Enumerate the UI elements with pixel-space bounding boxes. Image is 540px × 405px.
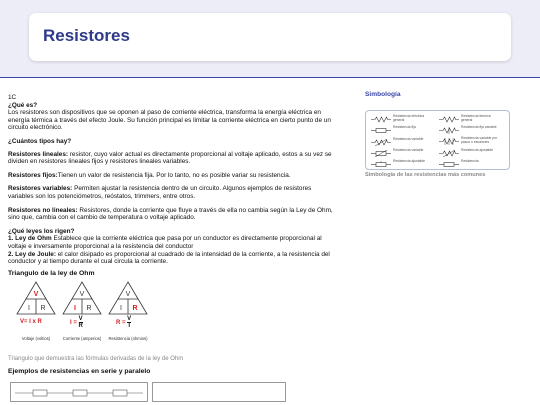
- svg-text:I: I: [120, 305, 122, 313]
- triangle-r: [108, 281, 148, 315]
- main-content: [0, 78, 540, 405]
- symbol-table: [365, 110, 510, 170]
- resistor-box-icon: [439, 161, 459, 168]
- symbol-row: Resistencia variable: [371, 138, 436, 147]
- stepped-resistor-icon: [439, 138, 459, 145]
- thermal-resistor-icon: [439, 116, 459, 123]
- question-types: ¿Cuántos tipos hay?: [8, 137, 72, 145]
- para-lineales: Resistores lineales: resistor, cuyo valor actual es directamente proporcional al voltaje aplicado, estos a su vez se dividen en resistores lineales fijos y resistores lineales variables.: [8, 150, 332, 166]
- question-laws: ¿Qué leyes los rigen?: [8, 227, 75, 235]
- series-circuit-icon: [11, 383, 147, 401]
- triangle-caption: Triangulo que demuestra las fórmulas derivadas de la ley de Ohm: [8, 356, 184, 363]
- section-code: 1C: [8, 94, 17, 101]
- triangle-heading: Triangulo de la ley de Ohm: [8, 269, 95, 277]
- caption-resistencia: Resistencia (ohmios): [108, 336, 148, 342]
- article: [8, 94, 335, 398]
- tri-v-left: I: [28, 305, 30, 313]
- symbol-caption: Simbología de las resistencias más comunes: [365, 172, 486, 178]
- tri-v-right: R: [40, 305, 46, 313]
- header-card: [29, 13, 511, 61]
- fixed-resistor-icon: [371, 127, 391, 134]
- law-joule: 2. Ley de Joule: el calor disipado es proporcional al cuadrado de la intensidad de la corriente, a la resistencia del conductor y al tiempo durante el cual circula la corriente.: [8, 250, 330, 266]
- symbol-row: Resistencia ajustable: [439, 149, 504, 158]
- symbol-row: Resistencia eléctrica general: [371, 115, 436, 124]
- series-examples: [8, 378, 335, 398]
- caption-corriente: Corriente (amperios): [62, 336, 102, 342]
- symbol-row: Resistencia fija variable: [439, 126, 504, 135]
- symbol-row: Resistencia: [439, 160, 504, 169]
- formula-r: R = $\frac{V}{I}$: [116, 316, 132, 330]
- para-fijos: Resistores fijos:Tienen un valor de resistencia fija. Por lo tanto, no es posible variar su resistencia.: [8, 171, 291, 179]
- svg-text:V: V: [79, 291, 85, 299]
- symbol-row: Resistencia ajustable: [371, 160, 436, 169]
- term-no-lineales: Resistores no lineales:: [8, 206, 78, 214]
- svg-text:R: R: [86, 305, 92, 313]
- law-ohm: 1. Ley de Ohm Establece que la corriente eléctrica que pasa por un conductor es directamente proporcional al voltaje e inversamente proporcional a la resistencia del conductor: [8, 235, 322, 250]
- symbol-row: Resistencia térmica general: [439, 115, 504, 124]
- formula-v: V= I x R: [20, 319, 42, 326]
- formula-i: I = $\frac{V}{R}$: [70, 316, 83, 330]
- tri-v-top: V: [33, 291, 39, 299]
- triangle-i: [62, 281, 102, 315]
- para-no-lineales: Resistores no lineales: Resistores, donde la corriente que fluye a través de ella no cambia según la Ley de Ohm, sino que, cambia con el cambio de temperatura o voltaje aplicado.: [8, 206, 333, 222]
- triangle-v: [16, 281, 56, 315]
- symbol-row: Resistencia fija: [371, 126, 436, 135]
- symbol-row: Resistencia variable por pasos o escalones: [439, 137, 504, 146]
- sidebar: [365, 91, 533, 178]
- adjustable-box-resistor-icon: [371, 161, 391, 168]
- svg-text:V: V: [125, 291, 131, 299]
- question-what: ¿Qué es?: [8, 101, 38, 109]
- term-variables: Resistores variables:: [8, 185, 73, 193]
- sidebar-title: Simbología: [365, 91, 401, 98]
- resistor-zigzag-icon: [371, 116, 391, 123]
- series-heading: Ejemplos de resistencias en serie y paralelo: [8, 367, 151, 375]
- what-paragraph: Los resistores son dispositivos que se oponen al paso de corriente eléctrica, transforma la energía eléctrica en energía térmica a través del efecto Joule. Su función principal es limitar la corriente eléctrica en cierto punto de un circuito electrónico.: [8, 109, 331, 132]
- variable-box-resistor-icon: [371, 150, 391, 157]
- parallel-diagram: [152, 382, 286, 402]
- variable-resistor-icon: [371, 139, 391, 146]
- series-diagram: [10, 382, 148, 402]
- term-fijos: Resistores fijos:: [8, 171, 58, 179]
- adjustable-resistor-icon: [439, 150, 459, 157]
- symbol-row: Resistencia variable: [371, 149, 436, 158]
- svg-text:I: I: [74, 305, 76, 313]
- para-variables: Resistores variables: Permiten ajustar la resistencia dentro de un circuito. Algunos ejemplos de resistores variables son los potenciómetros, reóstatos, trimmers, entre otros.: [8, 185, 312, 200]
- term-lineales: Resistores lineales:: [8, 150, 69, 158]
- caption-voltaje: Voltaje (voltios): [21, 336, 51, 342]
- svg-text:R: R: [132, 305, 138, 313]
- page-title: Resistores: [43, 26, 130, 45]
- ohm-triangle-figure: [10, 281, 150, 353]
- fixed-variable-resistor-icon: [439, 127, 459, 134]
